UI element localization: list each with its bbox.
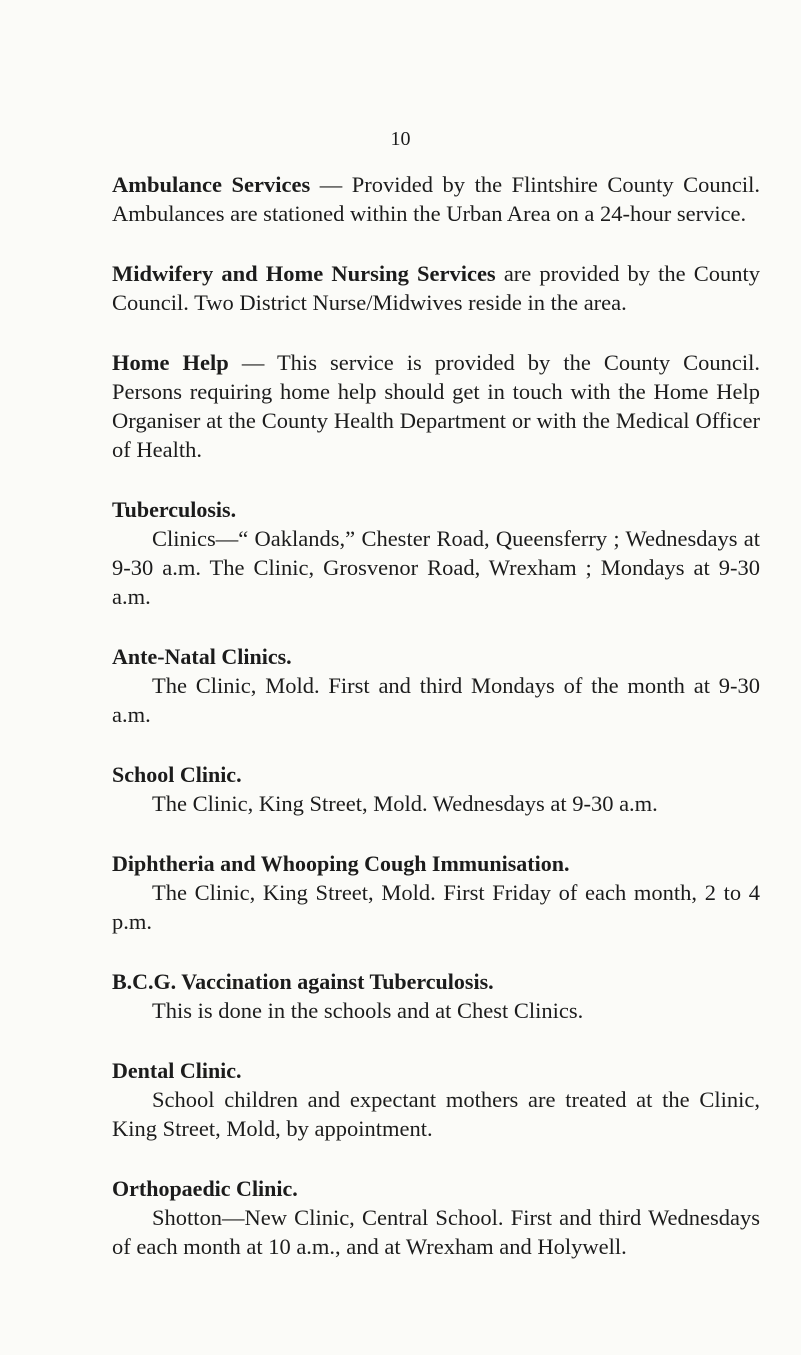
home-help-paragraph <box>112 348 760 464</box>
section-body: The Clinic, Mold. First and third Mondays of the month at 9-30 a.m. <box>112 673 760 727</box>
page-content <box>112 170 760 1292</box>
paragraph-text: — This service is provided by the County Council. Persons requiring home help should get in touch with the Home Help Organiser at the County Health Department or with the Medical Officer of Health. <box>112 350 761 462</box>
orthopaedic-clinic-section <box>112 1174 760 1261</box>
section-heading: Diphtheria and Whooping Cough Immunisation. <box>112 851 570 876</box>
paragraph-lead: Ambulance Services <box>112 172 311 197</box>
section-body: The Clinic, King Street, Mold. First Friday of each month, 2 to 4 p.m. <box>112 880 760 934</box>
immunisation-section <box>112 849 760 936</box>
section-heading: School Clinic. <box>112 762 242 787</box>
dental-clinic-section <box>112 1056 760 1143</box>
section-heading: Orthopaedic Clinic. <box>112 1176 298 1201</box>
section-body: Clinics—“ Oaklands,” Chester Road, Queensferry ; Wednesdays at 9-30 a.m. The Clinic, Grosvenor Road, Wrexham ; Mondays at 9-30 a.m. <box>112 526 760 609</box>
paragraph-lead: Home Help <box>112 350 229 375</box>
paragraph-lead: Midwifery and Home Nursing Services <box>112 261 496 286</box>
section-heading: B.C.G. Vaccination against Tuberculosis. <box>112 969 494 994</box>
section-heading: Ante-Natal Clinics. <box>112 644 292 669</box>
ante-natal-section <box>112 642 760 729</box>
ambulance-services-paragraph <box>112 170 760 228</box>
section-body: The Clinic, King Street, Mold. Wednesdays at 9-30 a.m. <box>152 791 658 816</box>
section-heading: Dental Clinic. <box>112 1058 242 1083</box>
section-body: School children and expectant mothers are treated at the Clinic, King Street, Mold, by appointment. <box>112 1087 760 1141</box>
school-clinic-section <box>112 760 760 818</box>
section-heading: Tuberculosis. <box>112 497 237 522</box>
paragraph-text: — Provided by the Flintshire County Council. Ambulances are stationed within the Urban Area on a 24-hour service. <box>112 172 760 226</box>
midwifery-paragraph <box>112 259 760 317</box>
section-body: Shotton—New Clinic, Central School. First and third Wednesdays of each month at 10 a.m., and at Wrexham and Holywell. <box>112 1205 760 1259</box>
section-body: This is done in the schools and at Chest Clinics. <box>152 998 584 1023</box>
bcg-vaccination-section <box>112 967 760 1025</box>
paragraph-text: are provided by the County Council. Two District Nurse/Midwives reside in the area. <box>112 261 760 315</box>
page-number: 10 <box>390 128 411 150</box>
tuberculosis-section <box>112 495 760 611</box>
